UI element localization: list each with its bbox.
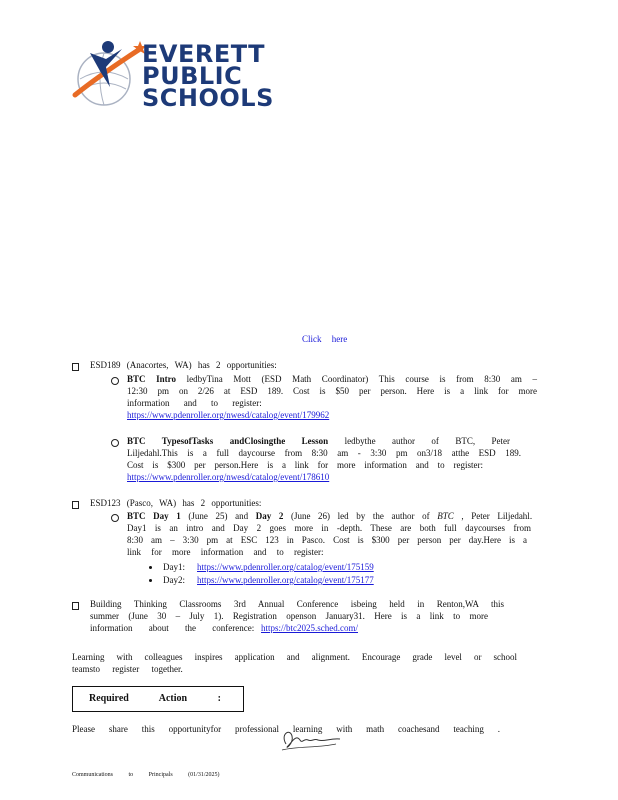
esd123-item1-line2: Day1 is an intro and Day 2 goes more in -depth. These are both full daycourses from xyxy=(127,523,531,533)
esd189-item2-line1 xyxy=(127,436,510,446)
esd123-item1-line4: link for more information and to register: xyxy=(127,547,324,557)
learning-line2: teamsto register together. xyxy=(72,664,183,674)
btc-day2-title: Day 2 xyxy=(255,511,284,521)
esd189-item2-line1-text: ledbythe author of BTC, Peter xyxy=(344,436,510,446)
esd123-item1-line3: 8:30 am – 3:30 pm at ESC 123 in Pasco. Cost is $300 per person per day.Here is a xyxy=(127,535,527,545)
esd189-item1-line3: information and to register: xyxy=(127,398,262,408)
esd189-item2-line3: Cost is $300 per person.Here is a link for more information and to register: xyxy=(127,460,483,470)
esd123-item1-text-a: (June 25) and xyxy=(188,511,249,521)
ring-bullet-icon xyxy=(111,439,119,447)
esd189-item1-line1-text: ledbyTina Mott (ESD Math Coordinator) This course is from 8:30 am – xyxy=(186,374,538,384)
conference-line3: information about the conference: xyxy=(90,623,255,633)
required-action-label: Required Action : xyxy=(89,693,221,704)
day2-link[interactable]: https://www.pdenroller.org/catalog/event/175177 xyxy=(197,575,374,585)
logo-line-2: PUBLIC xyxy=(142,62,243,90)
conference-line1: Building Thinking Classrooms 3rd Annual Conference isbeing held in Renton,WA this xyxy=(90,599,504,609)
click-here-link[interactable]: Click here xyxy=(302,334,348,344)
esd123-heading: ESD123 (Pasco, WA) has 2 opportunities: xyxy=(90,498,262,508)
esd123-item1-text-b: (June 26) led by the author of xyxy=(290,511,430,521)
esd123-item1-text-c: , Peter Liljedahl. xyxy=(461,511,533,521)
dot-bullet-icon xyxy=(149,579,152,582)
square-bullet-icon xyxy=(72,501,79,509)
required-action-box xyxy=(72,686,244,712)
day1-link[interactable]: https://www.pdenroller.org/catalog/event/175159 xyxy=(197,562,374,572)
conference-link[interactable]: https://btc2025.sched.com/ xyxy=(261,623,358,633)
btc-day1-title: BTC Day 1 xyxy=(127,511,181,521)
runner-globe-icon xyxy=(70,35,150,115)
day1-label: Day1: xyxy=(163,562,185,572)
signature-icon xyxy=(278,724,348,756)
learning-line1: Learning with colleagues inspires application and alignment. Encourage grade level or school xyxy=(72,652,517,662)
please-share-text: Please share this opportunityfor professional learning with math coachesand teaching . xyxy=(72,724,500,734)
square-bullet-icon xyxy=(72,363,79,371)
ring-bullet-icon xyxy=(111,377,119,385)
esd189-item2-link[interactable]: https://www.pdenroller.org/nwesd/catalog/event/178610 xyxy=(127,472,330,482)
btc-book-title: BTC xyxy=(437,511,454,521)
esd123-item1-line1 xyxy=(127,511,532,521)
esd189-item1-line2: 12:30 pm on 2/26 at ESD 189. Cost is $50 per person. Here is a link for more xyxy=(127,386,537,396)
day2-label: Day2: xyxy=(163,575,185,585)
btc-intro-title: BTC Intro xyxy=(127,374,176,384)
btc-types-of-tasks-title: BTC TypesofTasks andClosingthe Lesson xyxy=(127,436,329,446)
conference-line2: summer (June 30 – July 1). Registration openson January31. Here is a link to more xyxy=(90,611,488,621)
esd189-item1-link[interactable]: https://www.pdenroller.org/nwesd/catalog/event/179962 xyxy=(127,410,330,420)
esd189-heading: ESD189 (Anacortes, WA) has 2 opportunities: xyxy=(90,360,277,370)
logo-line-1: EVERETT xyxy=(142,40,266,68)
ring-bullet-icon xyxy=(111,514,119,522)
footer-text: Communications to Principals (01/31/2025) xyxy=(72,772,220,778)
dot-bullet-icon xyxy=(149,566,152,569)
square-bullet-icon xyxy=(72,602,79,610)
esd189-item2-line2: Liljedahl.This is a full daycourse from 8:30 am - 3:30 pm on3/18 atthe ESD 189. xyxy=(127,448,521,458)
everett-logo xyxy=(70,35,274,115)
esd189-item1-line1 xyxy=(127,374,537,384)
logo-line-3: SCHOOLS xyxy=(142,84,274,112)
